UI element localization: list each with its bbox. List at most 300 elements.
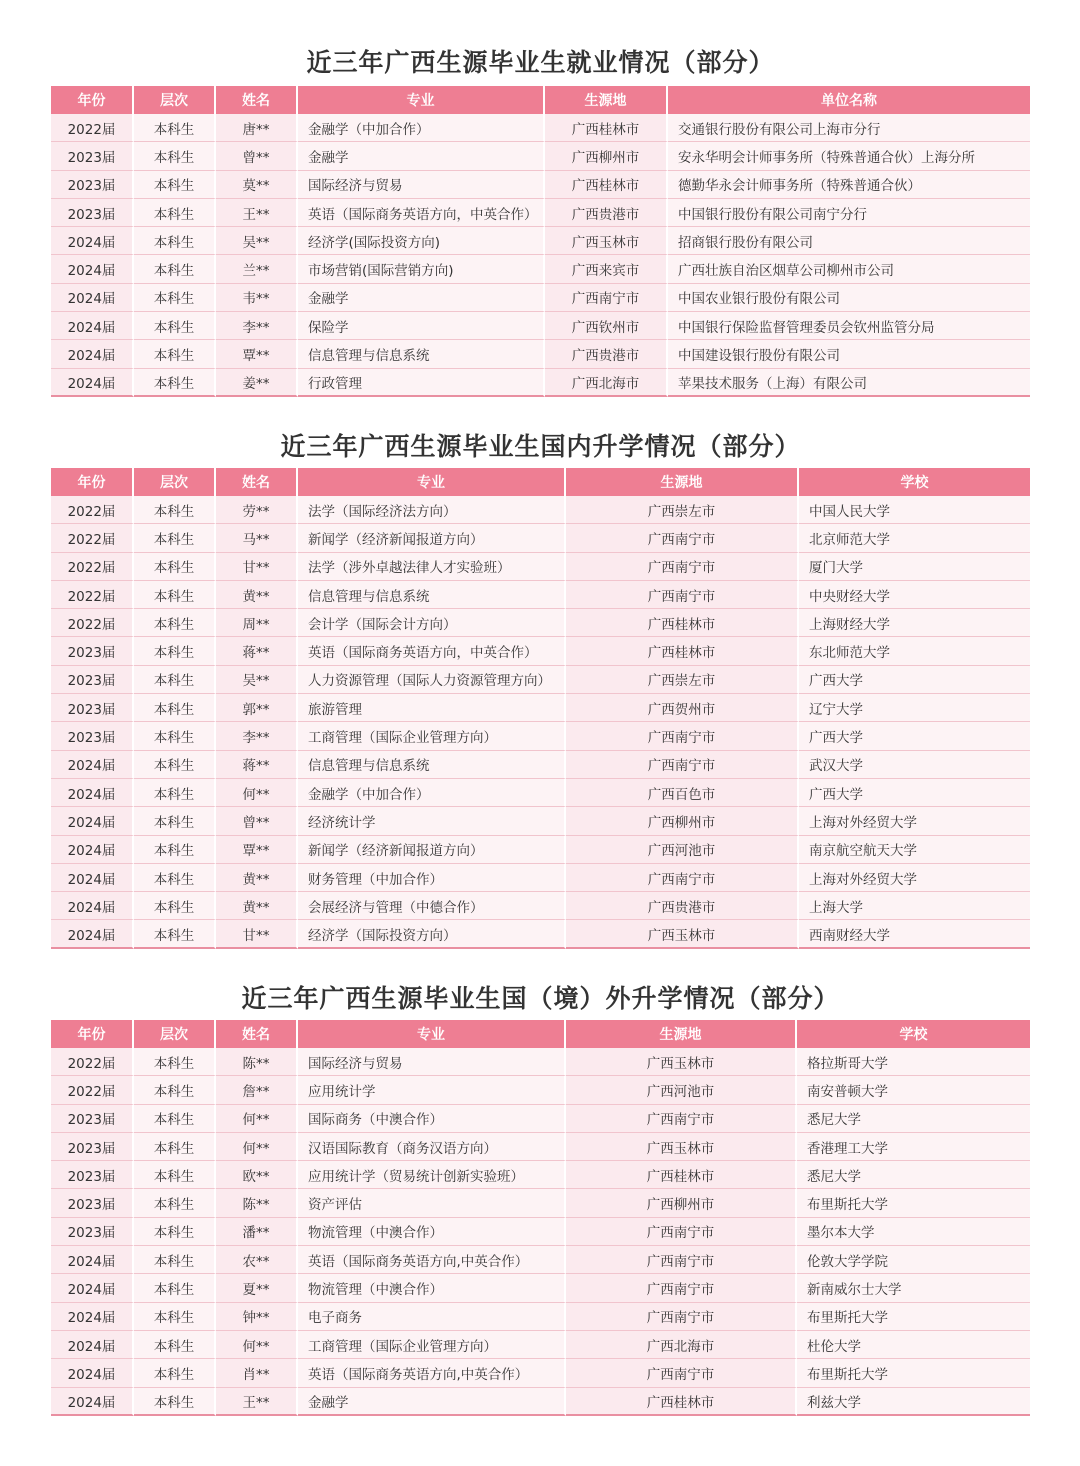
cell-origin: 广西南宁市: [566, 1105, 797, 1133]
cell-level: 本科生: [134, 312, 216, 340]
table-row: [51, 1189, 1030, 1217]
cell-year: 2024届: [51, 1388, 134, 1416]
column-header-major: 专业: [298, 468, 566, 496]
table-row: [51, 892, 1030, 920]
cell-name: 韦**: [216, 284, 298, 312]
cell-level: 本科生: [134, 171, 216, 199]
table-row: [51, 637, 1030, 665]
cell-level: 本科生: [134, 114, 216, 142]
cell-year: 2024届: [51, 284, 134, 312]
cell-year: 2023届: [51, 142, 134, 170]
cell-origin: 广西贵港市: [545, 199, 668, 227]
cell-origin: 广西南宁市: [566, 524, 799, 552]
cell-origin: 广西玉林市: [566, 1048, 797, 1076]
cell-year: 2024届: [51, 779, 134, 807]
cell-year: 2024届: [51, 1246, 134, 1274]
overseas-study-section-title: 近三年广西生源毕业生国（境）外升学情况（部分）: [241, 984, 840, 1013]
cell-major: 法学（国际经济法方向）: [298, 496, 566, 524]
cell-level: 本科生: [134, 1133, 216, 1161]
cell-name: 马**: [216, 524, 298, 552]
cell-year: 2023届: [51, 1189, 134, 1217]
cell-year: 2023届: [51, 199, 134, 227]
cell-year: 2022届: [51, 1076, 134, 1104]
cell-level: 本科生: [134, 892, 216, 920]
cell-major: 国际经济与贸易: [298, 1048, 566, 1076]
cell-major: 资产评估: [298, 1189, 566, 1217]
cell-major: 会计学（国际会计方向）: [298, 609, 566, 637]
table-row: [51, 864, 1030, 892]
table-row: [51, 1331, 1030, 1359]
cell-major: 保险学: [298, 312, 545, 340]
cell-org: 墨尔本大学: [797, 1218, 1030, 1246]
table-row: [51, 722, 1030, 750]
cell-name: 郭**: [216, 694, 298, 722]
cell-org: 布里斯托大学: [797, 1189, 1030, 1217]
cell-origin: 广西玉林市: [545, 227, 668, 255]
cell-level: 本科生: [134, 807, 216, 835]
cell-org: 中国农业银行股份有限公司: [668, 284, 1030, 312]
cell-major: 行政管理: [298, 369, 545, 397]
cell-major: 英语（国际商务英语方向,中英合作）: [298, 1359, 566, 1387]
cell-origin: 广西柳州市: [545, 142, 668, 170]
domestic-study-table: [51, 468, 1030, 949]
cell-year: 2024届: [51, 369, 134, 397]
overseas-study-section: [51, 982, 1030, 1416]
cell-level: 本科生: [134, 142, 216, 170]
cell-origin: 广西河池市: [566, 836, 799, 864]
column-header-level: 层次: [134, 1020, 216, 1048]
cell-major: 金融学（中加合作）: [298, 779, 566, 807]
table-row: [51, 284, 1030, 312]
cell-org: 悉尼大学: [797, 1161, 1030, 1189]
cell-name: 陈**: [216, 1189, 298, 1217]
cell-major: 人力资源管理（国际人力资源管理方向）: [298, 666, 566, 694]
cell-org: 南安普顿大学: [797, 1076, 1030, 1104]
cell-org: 广西大学: [799, 779, 1030, 807]
cell-origin: 广西南宁市: [566, 722, 799, 750]
cell-year: 2024届: [51, 255, 134, 283]
cell-level: 本科生: [134, 1048, 216, 1076]
cell-name: 黄**: [216, 864, 298, 892]
cell-origin: 广西桂林市: [566, 637, 799, 665]
cell-name: 王**: [216, 1388, 298, 1416]
cell-major: 工商管理（国际企业管理方向）: [298, 1331, 566, 1359]
cell-major: 财务管理（中加合作）: [298, 864, 566, 892]
cell-level: 本科生: [134, 1303, 216, 1331]
table-row: [51, 312, 1030, 340]
cell-name: 吴**: [216, 227, 298, 255]
table-row: [51, 1388, 1030, 1416]
cell-year: 2024届: [51, 1359, 134, 1387]
cell-major: 物流管理（中澳合作）: [298, 1274, 566, 1302]
table-row: [51, 666, 1030, 694]
cell-org: 上海对外经贸大学: [799, 864, 1030, 892]
cell-level: 本科生: [134, 1246, 216, 1274]
cell-org: 西南财经大学: [799, 920, 1030, 948]
cell-level: 本科生: [134, 666, 216, 694]
cell-level: 本科生: [134, 637, 216, 665]
overseas-study-table: [51, 1020, 1030, 1416]
table-row: [51, 1303, 1030, 1331]
column-header-level: 层次: [134, 86, 216, 114]
cell-level: 本科生: [134, 1161, 216, 1189]
cell-org: 杜伦大学: [797, 1331, 1030, 1359]
cell-name: 甘**: [216, 553, 298, 581]
cell-year: 2023届: [51, 171, 134, 199]
cell-org: 广西大学: [799, 666, 1030, 694]
cell-origin: 广西南宁市: [566, 553, 799, 581]
cell-major: 经济学(国际投资方向): [298, 227, 545, 255]
column-header-year: 年份: [51, 468, 134, 496]
cell-name: 吴**: [216, 666, 298, 694]
cell-major: 信息管理与信息系统: [298, 340, 545, 368]
cell-origin: 广西玉林市: [566, 1133, 797, 1161]
cell-org: 格拉斯哥大学: [797, 1048, 1030, 1076]
cell-major: 英语（国际商务英语方向,中英合作）: [298, 1246, 566, 1274]
cell-origin: 广西崇左市: [566, 496, 799, 524]
cell-name: 曾**: [216, 142, 298, 170]
column-header-name: 姓名: [216, 86, 298, 114]
cell-org: 中国建设银行股份有限公司: [668, 340, 1030, 368]
cell-year: 2023届: [51, 1161, 134, 1189]
cell-origin: 广西桂林市: [545, 114, 668, 142]
cell-year: 2024届: [51, 1274, 134, 1302]
cell-origin: 广西北海市: [545, 369, 668, 397]
cell-name: 王**: [216, 199, 298, 227]
cell-level: 本科生: [134, 722, 216, 750]
table-row: [51, 524, 1030, 552]
cell-org: 安永华明会计师事务所（特殊普通合伙）上海分所: [668, 142, 1030, 170]
cell-level: 本科生: [134, 199, 216, 227]
cell-origin: 广西崇左市: [566, 666, 799, 694]
table-row: [51, 920, 1030, 948]
cell-org: 上海大学: [799, 892, 1030, 920]
cell-name: 黄**: [216, 581, 298, 609]
cell-level: 本科生: [134, 920, 216, 948]
cell-origin: 广西贵港市: [566, 892, 799, 920]
cell-org: 新南威尔士大学: [797, 1274, 1030, 1302]
cell-level: 本科生: [134, 864, 216, 892]
cell-major: 应用统计学（贸易统计创新实验班）: [298, 1161, 566, 1189]
cell-major: 经济统计学: [298, 807, 566, 835]
cell-origin: 广西南宁市: [566, 1246, 797, 1274]
cell-org: 北京师范大学: [799, 524, 1030, 552]
table-row: [51, 1105, 1030, 1133]
cell-org: 广西大学: [799, 722, 1030, 750]
cell-origin: 广西南宁市: [566, 864, 799, 892]
cell-major: 金融学: [298, 284, 545, 312]
table-row: [51, 369, 1030, 397]
cell-year: 2024届: [51, 892, 134, 920]
cell-org: 厦门大学: [799, 553, 1030, 581]
column-header-year: 年份: [51, 86, 134, 114]
cell-origin: 广西玉林市: [566, 920, 799, 948]
cell-name: 莫**: [216, 171, 298, 199]
table-row: [51, 836, 1030, 864]
table-row: [51, 1246, 1030, 1274]
cell-origin: 广西桂林市: [566, 1388, 797, 1416]
cell-year: 2023届: [51, 666, 134, 694]
cell-major: 英语（国际商务英语方向，中英合作）: [298, 199, 545, 227]
cell-year: 2024届: [51, 1303, 134, 1331]
cell-origin: 广西南宁市: [566, 581, 799, 609]
cell-name: 陈**: [216, 1048, 298, 1076]
column-header-origin: 生源地: [566, 468, 799, 496]
cell-name: 甘**: [216, 920, 298, 948]
cell-origin: 广西柳州市: [566, 807, 799, 835]
cell-level: 本科生: [134, 524, 216, 552]
cell-origin: 广西南宁市: [545, 284, 668, 312]
cell-year: 2024届: [51, 227, 134, 255]
employment-section: [51, 46, 1030, 397]
cell-org: 招商银行股份有限公司: [668, 227, 1030, 255]
cell-name: 黄**: [216, 892, 298, 920]
cell-org: 中央财经大学: [799, 581, 1030, 609]
cell-origin: 广西桂林市: [566, 609, 799, 637]
domestic-study-section-title: 近三年广西生源毕业生国内升学情况（部分）: [280, 432, 801, 461]
cell-name: 蒋**: [216, 751, 298, 779]
cell-level: 本科生: [134, 1076, 216, 1104]
table-row: [51, 581, 1030, 609]
domestic-study-table-header: [51, 468, 1030, 496]
column-header-year: 年份: [51, 1020, 134, 1048]
cell-org: 上海对外经贸大学: [799, 807, 1030, 835]
table-row: [51, 807, 1030, 835]
cell-level: 本科生: [134, 255, 216, 283]
cell-name: 詹**: [216, 1076, 298, 1104]
table-row: [51, 199, 1030, 227]
cell-level: 本科生: [134, 1331, 216, 1359]
cell-org: 苹果技术服务（上海）有限公司: [668, 369, 1030, 397]
cell-level: 本科生: [134, 340, 216, 368]
cell-org: 南京航空航天大学: [799, 836, 1030, 864]
cell-origin: 广西来宾市: [545, 255, 668, 283]
cell-level: 本科生: [134, 1218, 216, 1246]
cell-level: 本科生: [134, 1274, 216, 1302]
cell-year: 2024届: [51, 751, 134, 779]
cell-name: 姜**: [216, 369, 298, 397]
table-row: [51, 171, 1030, 199]
cell-origin: 广西南宁市: [566, 1218, 797, 1246]
table-row: [51, 1161, 1030, 1189]
employment-table: [51, 86, 1030, 397]
cell-name: 何**: [216, 1105, 298, 1133]
cell-name: 唐**: [216, 114, 298, 142]
cell-org: 利兹大学: [797, 1388, 1030, 1416]
table-row: [51, 1048, 1030, 1076]
cell-origin: 广西河池市: [566, 1076, 797, 1104]
cell-year: 2023届: [51, 1218, 134, 1246]
table-row: [51, 553, 1030, 581]
table-row: [51, 609, 1030, 637]
table-row: [51, 1133, 1030, 1161]
cell-major: 信息管理与信息系统: [298, 581, 566, 609]
cell-name: 潘**: [216, 1218, 298, 1246]
cell-major: 法学（涉外卓越法律人才实验班）: [298, 553, 566, 581]
cell-org: 广西壮族自治区烟草公司柳州市公司: [668, 255, 1030, 283]
cell-name: 周**: [216, 609, 298, 637]
cell-name: 农**: [216, 1246, 298, 1274]
cell-name: 钟**: [216, 1303, 298, 1331]
table-row: [51, 142, 1030, 170]
column-header-major: 专业: [298, 1020, 566, 1048]
cell-level: 本科生: [134, 227, 216, 255]
column-header-major: 专业: [298, 86, 545, 114]
cell-org: 东北师范大学: [799, 637, 1030, 665]
cell-year: 2024届: [51, 920, 134, 948]
cell-major: 新闻学（经济新闻报道方向）: [298, 836, 566, 864]
cell-major: 金融学: [298, 1388, 566, 1416]
cell-year: 2024届: [51, 807, 134, 835]
cell-level: 本科生: [134, 581, 216, 609]
cell-name: 劳**: [216, 496, 298, 524]
cell-level: 本科生: [134, 694, 216, 722]
cell-org: 香港理工大学: [797, 1133, 1030, 1161]
cell-name: 曾**: [216, 807, 298, 835]
cell-level: 本科生: [134, 1388, 216, 1416]
cell-name: 何**: [216, 1331, 298, 1359]
cell-year: 2022届: [51, 496, 134, 524]
cell-org: 武汉大学: [799, 751, 1030, 779]
cell-name: 何**: [216, 1133, 298, 1161]
cell-major: 应用统计学: [298, 1076, 566, 1104]
cell-major: 电子商务: [298, 1303, 566, 1331]
domestic-study-section: [51, 430, 1030, 949]
cell-major: 信息管理与信息系统: [298, 751, 566, 779]
cell-major: 金融学: [298, 142, 545, 170]
overseas-study-table-header: [51, 1020, 1030, 1048]
cell-level: 本科生: [134, 609, 216, 637]
cell-major: 金融学（中加合作）: [298, 114, 545, 142]
cell-year: 2023届: [51, 1133, 134, 1161]
column-header-org: 学校: [797, 1020, 1030, 1048]
cell-origin: 广西南宁市: [566, 1303, 797, 1331]
cell-name: 夏**: [216, 1274, 298, 1302]
cell-year: 2023届: [51, 722, 134, 750]
cell-level: 本科生: [134, 496, 216, 524]
cell-name: 覃**: [216, 340, 298, 368]
table-row: [51, 340, 1030, 368]
table-row: [51, 779, 1030, 807]
cell-org: 中国银行保险监督管理委员会钦州监管分局: [668, 312, 1030, 340]
cell-major: 工商管理（国际企业管理方向）: [298, 722, 566, 750]
cell-origin: 广西贵港市: [545, 340, 668, 368]
cell-level: 本科生: [134, 369, 216, 397]
cell-name: 蒋**: [216, 637, 298, 665]
column-header-name: 姓名: [216, 468, 298, 496]
cell-year: 2022届: [51, 114, 134, 142]
cell-year: 2024届: [51, 1331, 134, 1359]
cell-origin: 广西南宁市: [566, 1359, 797, 1387]
cell-major: 英语（国际商务英语方向，中英合作）: [298, 637, 566, 665]
cell-major: 汉语国际教育（商务汉语方向）: [298, 1133, 566, 1161]
cell-major: 国际经济与贸易: [298, 171, 545, 199]
cell-origin: 广西钦州市: [545, 312, 668, 340]
table-row: [51, 114, 1030, 142]
cell-major: 新闻学（经济新闻报道方向）: [298, 524, 566, 552]
cell-year: 2023届: [51, 694, 134, 722]
cell-level: 本科生: [134, 1105, 216, 1133]
cell-year: 2024届: [51, 312, 134, 340]
cell-year: 2022届: [51, 553, 134, 581]
cell-origin: 广西桂林市: [545, 171, 668, 199]
column-header-org: 单位名称: [668, 86, 1030, 114]
employment-table-body: [51, 114, 1030, 397]
cell-level: 本科生: [134, 836, 216, 864]
table-row: [51, 751, 1030, 779]
cell-name: 兰**: [216, 255, 298, 283]
cell-level: 本科生: [134, 1189, 216, 1217]
cell-major: 国际商务（中澳合作）: [298, 1105, 566, 1133]
cell-origin: 广西南宁市: [566, 751, 799, 779]
cell-major: 旅游管理: [298, 694, 566, 722]
cell-name: 肖**: [216, 1359, 298, 1387]
cell-major: 经济学（国际投资方向）: [298, 920, 566, 948]
cell-org: 中国银行股份有限公司南宁分行: [668, 199, 1030, 227]
table-row: [51, 1359, 1030, 1387]
cell-org: 布里斯托大学: [797, 1303, 1030, 1331]
cell-level: 本科生: [134, 553, 216, 581]
table-row: [51, 1218, 1030, 1246]
cell-origin: 广西贺州市: [566, 694, 799, 722]
cell-origin: 广西南宁市: [566, 1274, 797, 1302]
cell-major: 市场营销(国际营销方向): [298, 255, 545, 283]
cell-year: 2024届: [51, 864, 134, 892]
cell-year: 2022届: [51, 609, 134, 637]
table-row: [51, 1076, 1030, 1104]
cell-year: 2024届: [51, 340, 134, 368]
cell-name: 欧**: [216, 1161, 298, 1189]
cell-year: 2022届: [51, 581, 134, 609]
domestic-study-table-body: [51, 496, 1030, 949]
cell-year: 2022届: [51, 1048, 134, 1076]
cell-org: 布里斯托大学: [797, 1359, 1030, 1387]
cell-name: 覃**: [216, 836, 298, 864]
cell-origin: 广西柳州市: [566, 1189, 797, 1217]
column-header-origin: 生源地: [545, 86, 668, 114]
cell-major: 会展经济与管理（中德合作）: [298, 892, 566, 920]
cell-name: 李**: [216, 722, 298, 750]
table-row: [51, 694, 1030, 722]
cell-origin: 广西桂林市: [566, 1161, 797, 1189]
cell-org: 中国人民大学: [799, 496, 1030, 524]
cell-level: 本科生: [134, 1359, 216, 1387]
column-header-origin: 生源地: [566, 1020, 797, 1048]
table-row: [51, 255, 1030, 283]
cell-name: 何**: [216, 779, 298, 807]
cell-year: 2023届: [51, 637, 134, 665]
table-row: [51, 496, 1030, 524]
cell-level: 本科生: [134, 779, 216, 807]
cell-org: 辽宁大学: [799, 694, 1030, 722]
overseas-study-table-body: [51, 1048, 1030, 1416]
employment-table-header: [51, 86, 1030, 114]
cell-org: 伦敦大学学院: [797, 1246, 1030, 1274]
cell-origin: 广西北海市: [566, 1331, 797, 1359]
cell-year: 2023届: [51, 1105, 134, 1133]
cell-level: 本科生: [134, 751, 216, 779]
column-header-level: 层次: [134, 468, 216, 496]
cell-name: 李**: [216, 312, 298, 340]
cell-year: 2022届: [51, 524, 134, 552]
cell-org: 悉尼大学: [797, 1105, 1030, 1133]
cell-org: 交通银行股份有限公司上海市分行: [668, 114, 1030, 142]
employment-section-title: 近三年广西生源毕业生就业情况（部分）: [306, 48, 775, 77]
cell-year: 2024届: [51, 836, 134, 864]
cell-org: 德勤华永会计师事务所（特殊普通合伙）: [668, 171, 1030, 199]
cell-origin: 广西百色市: [566, 779, 799, 807]
table-row: [51, 227, 1030, 255]
